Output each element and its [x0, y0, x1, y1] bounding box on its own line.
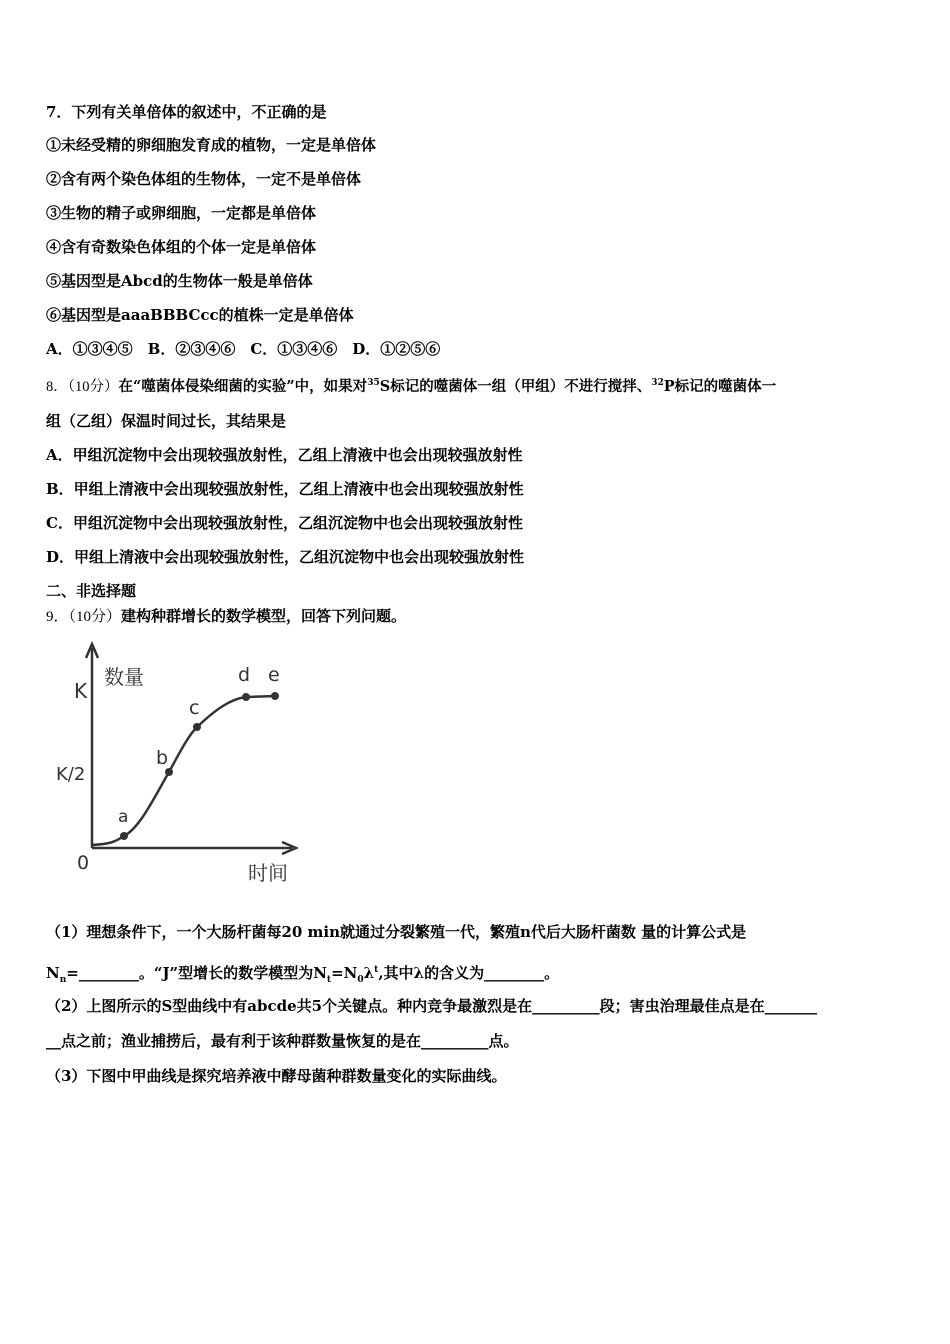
q7-item: ⑥基因型是aaaBBBCcc的植株一定是单倍体 [46, 306, 354, 324]
q8-stem-line2: 组（乙组）保温时间过长，其结果是 [46, 412, 287, 430]
q7-item: ⑤基因型是Abcd的生物体一般是单倍体 [46, 272, 313, 290]
q7-item: ①未经受精的卵细胞发育成的植物，一定是单倍体 [46, 136, 377, 154]
point-e [271, 692, 279, 700]
x-axis-label: 时间 [248, 861, 288, 885]
label-b: b [156, 747, 169, 769]
q8-text: S标记的噬菌体一组（甲组）不进行搅拌、 [379, 377, 652, 395]
q7-item: ②含有两个染色体组的生物体，一定不是单倍体 [46, 170, 362, 188]
q8-stem [46, 373, 776, 397]
point-c [193, 723, 201, 731]
q8-text: P标记的噬菌体一 [663, 377, 777, 395]
tick-k-half: K/2 [56, 764, 86, 785]
q8-option: A．甲组沉淀物中会出现较强放射性，乙组上清液中也会出现较强放射性 [46, 446, 523, 464]
origin-label: 0 [77, 852, 90, 874]
text: λ [363, 964, 375, 982]
text: ,其中λ的含义为________。 [378, 964, 560, 982]
q8-option: D．甲组上清液中会出现较强放射性，乙组沉淀物中也会出现较强放射性 [46, 548, 525, 566]
label-c: c [189, 697, 200, 719]
section-heading: 二、非选择题 [46, 582, 137, 600]
q9-part3: （3）下图中甲曲线是探究培养液中酵母菌种群数量变化的实际曲线。 [46, 1067, 507, 1085]
subscript: 0 [357, 975, 364, 985]
q8-option: C．甲组沉淀物中会出现较强放射性，乙组沉淀物中也会出现较强放射性 [46, 514, 523, 532]
label-d: d [238, 664, 251, 686]
text: =N [331, 964, 358, 982]
q7-item: ④含有奇数染色体组的个体一定是单倍体 [46, 238, 317, 256]
s-curve-graph [56, 636, 310, 892]
q9-part1: （1）理想条件下，一个大肠杆菌每20 min就通过分裂繁殖一代，繁殖n代后大肠杆菌数 量的计算公式是 [46, 923, 747, 941]
point-d [242, 693, 250, 701]
subscript: n [59, 975, 67, 985]
point-b [165, 768, 173, 776]
superscript: t [374, 965, 379, 975]
q9-stem [46, 606, 406, 627]
label-e: e [268, 664, 280, 686]
q9-number: 9．（10分） [46, 609, 122, 625]
subscript: t [326, 975, 332, 985]
q7-item: ③生物的精子或卵细胞，一定都是单倍体 [46, 204, 317, 222]
q7-stem: 7．下列有关单倍体的叙述中，不正确的是 [46, 103, 327, 121]
q8-text: 在“噬菌体侵染细菌的实验”中，如果对 [118, 377, 368, 395]
text: N [46, 964, 60, 982]
tick-k: K [74, 679, 88, 703]
isotope-sup: 32 [651, 378, 664, 388]
q7-options: A．①③④⑤ B．②③④⑥ C．①③④⑥ D．①②⑤⑥ [46, 340, 441, 358]
q8-option: B．甲组上清液中会出现较强放射性，乙组上清液中也会出现较强放射性 [46, 480, 524, 498]
point-a [120, 832, 128, 840]
isotope-sup: 35 [367, 378, 380, 388]
y-axis-label: 数量 [104, 665, 144, 689]
text: =________。“J”型增长的数学模型为N [66, 964, 327, 982]
curve-points [120, 692, 279, 840]
q9-part2-line2: __点之前；渔业捕捞后，最有利于该种群数量恢复的是在_________点。 [46, 1032, 519, 1050]
label-a: a [118, 807, 129, 827]
q9-part1-formula [46, 960, 559, 990]
q9-part2: （2）上图所示的S型曲线中有abcde共5个关键点。种内竞争最激烈是在_________段；害虫治理最佳点是在_______ [46, 997, 818, 1015]
q8-number: 8．（10分） [46, 378, 119, 395]
q9-text: 建构种群增长的数学模型，回答下列问题。 [121, 607, 407, 625]
